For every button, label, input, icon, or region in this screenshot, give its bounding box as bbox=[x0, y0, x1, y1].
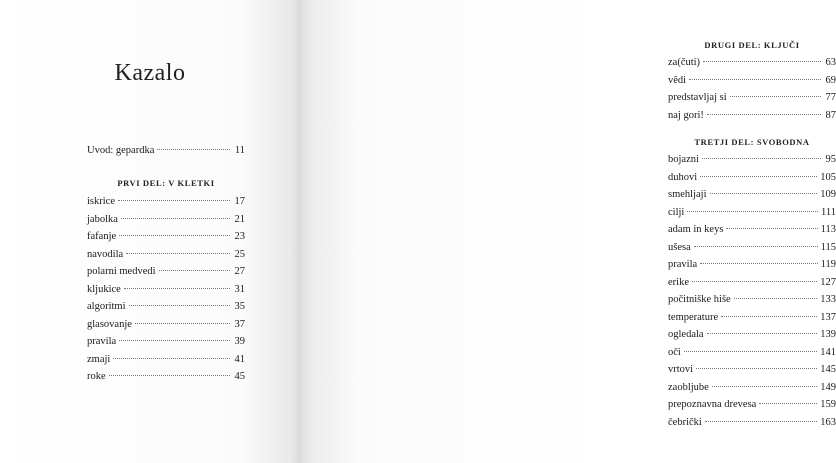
toc-entry bbox=[668, 239, 836, 257]
toc-entry bbox=[87, 298, 245, 316]
toc-entry-label: iskrice bbox=[87, 196, 115, 207]
toc-entry bbox=[668, 361, 836, 379]
toc-entry-label: za(čuti) bbox=[668, 57, 701, 68]
dot-leader bbox=[707, 114, 821, 115]
toc-entry-label: kljukice bbox=[87, 283, 121, 295]
dot-leader bbox=[700, 263, 817, 264]
toc-entry bbox=[87, 351, 245, 369]
toc-entry-page: 77 bbox=[825, 92, 836, 103]
toc-entry-page: 23 bbox=[234, 231, 245, 242]
toc-entry bbox=[668, 274, 836, 292]
toc-entry-page: 41 bbox=[234, 353, 245, 365]
section-heading-part3: TRETJI DEL: SVOBODNA bbox=[694, 137, 810, 147]
dot-leader bbox=[702, 158, 821, 159]
toc-entry-page: 139 bbox=[820, 329, 836, 340]
dot-leader bbox=[687, 211, 818, 212]
dot-leader bbox=[703, 61, 821, 62]
dot-leader bbox=[124, 288, 230, 289]
dot-leader bbox=[726, 228, 817, 229]
toc-entry-page: 69 bbox=[825, 74, 836, 86]
toc-entry bbox=[668, 54, 836, 72]
toc-entry-label: vrtovi bbox=[668, 364, 694, 375]
toc-entry bbox=[668, 107, 836, 125]
dot-leader bbox=[157, 149, 230, 150]
toc-entry bbox=[668, 221, 836, 239]
toc-entry-label: naj gori! bbox=[668, 109, 704, 121]
dot-leader bbox=[700, 176, 817, 177]
toc-entry-label: erike bbox=[668, 276, 689, 288]
toc-entry-page: 145 bbox=[820, 364, 836, 375]
toc-entry-page: 111 bbox=[821, 206, 836, 218]
toc-entry-page: 149 bbox=[820, 381, 836, 393]
toc-entry-page: 35 bbox=[234, 301, 245, 312]
left-page bbox=[0, 0, 300, 463]
dot-leader bbox=[712, 386, 817, 387]
dot-leader bbox=[126, 253, 230, 254]
toc-entry bbox=[668, 204, 836, 222]
toc-entry-page: 133 bbox=[820, 294, 836, 305]
dot-leader bbox=[710, 193, 818, 194]
dot-leader bbox=[129, 305, 231, 306]
toc-entry bbox=[668, 72, 836, 90]
toc-entry-label: algoritmi bbox=[87, 301, 126, 312]
toc-entry bbox=[668, 326, 836, 344]
toc-entry-label: ogledala bbox=[668, 329, 704, 340]
toc-entry bbox=[87, 193, 245, 211]
toc-entry-label: prepoznavna drevesa bbox=[668, 399, 757, 410]
dot-leader bbox=[705, 421, 817, 422]
toc-entry-label: čebrički bbox=[668, 416, 702, 428]
dot-leader bbox=[159, 270, 230, 271]
dot-leader bbox=[721, 316, 817, 317]
dot-leader bbox=[694, 246, 818, 247]
dot-leader bbox=[696, 368, 817, 369]
toc-entry bbox=[668, 89, 836, 107]
toc-entry-label: zmaji bbox=[87, 353, 111, 365]
toc-entry-page: 17 bbox=[234, 196, 245, 207]
toc-entry-page: 25 bbox=[234, 248, 245, 260]
toc-entry-page: 27 bbox=[234, 266, 245, 277]
toc-entry-label: pravila bbox=[668, 259, 698, 270]
toc-entry bbox=[668, 291, 836, 309]
toc-entry-label: vêdi bbox=[668, 74, 687, 86]
section-heading-part2: DRUGI DEL: KLJUČI bbox=[704, 40, 800, 50]
toc-entry-label: navodila bbox=[87, 248, 124, 260]
toc-entry bbox=[668, 309, 836, 327]
dot-leader bbox=[734, 298, 818, 299]
toc-entry-label: cilji bbox=[668, 206, 685, 218]
toc-entry-page: 63 bbox=[825, 57, 836, 68]
dot-leader bbox=[707, 333, 818, 334]
toc-entry-label: zaobljube bbox=[668, 381, 709, 393]
toc-entry-label: polarni medvedi bbox=[87, 266, 156, 277]
toc-entry-page: 21 bbox=[234, 213, 245, 225]
toc-entry bbox=[668, 151, 836, 169]
toc-entry-label: predstavljaj si bbox=[668, 92, 727, 103]
toc-entry bbox=[668, 344, 836, 362]
toc-entry-page: 119 bbox=[820, 259, 836, 270]
toc-entry-page: 163 bbox=[820, 416, 836, 428]
toc-entry-page: 137 bbox=[820, 311, 836, 323]
dot-leader bbox=[759, 403, 817, 404]
toc-entry-page: 105 bbox=[820, 171, 836, 183]
toc-entry-page: 159 bbox=[820, 399, 836, 410]
toc-entry bbox=[87, 281, 245, 299]
toc-entry-page: 109 bbox=[820, 189, 836, 200]
toc-list-part2 bbox=[668, 54, 836, 124]
dot-leader bbox=[119, 340, 230, 341]
page-title: Kazalo bbox=[114, 60, 186, 86]
toc-entry-page: 39 bbox=[234, 336, 245, 347]
toc-list-part1 bbox=[87, 193, 245, 386]
toc-entry-page: 115 bbox=[820, 241, 836, 253]
toc-entry-page: 95 bbox=[825, 154, 836, 165]
dot-leader bbox=[118, 200, 230, 201]
toc-entry bbox=[87, 211, 245, 229]
toc-entry-page: 31 bbox=[234, 283, 245, 295]
dot-leader bbox=[121, 218, 230, 219]
toc-entry-label: glasovanje bbox=[87, 318, 132, 330]
right-page bbox=[300, 0, 836, 463]
toc-entry bbox=[668, 396, 836, 414]
section-heading-part1: PRVI DEL: V KLETKI bbox=[117, 178, 215, 188]
toc-entry bbox=[87, 263, 245, 281]
toc-entry-label: temperature bbox=[668, 311, 719, 323]
toc-entry-page: 127 bbox=[820, 276, 836, 288]
toc-entry-label: Uvod: gepardka bbox=[87, 145, 155, 156]
toc-entry bbox=[668, 256, 836, 274]
toc-entry-label: fafanje bbox=[87, 231, 117, 242]
toc-entry-label: jabolka bbox=[87, 213, 118, 225]
toc-entry-page: 37 bbox=[234, 318, 245, 330]
toc-entry-intro bbox=[87, 145, 245, 163]
toc-entry-label: oči bbox=[668, 346, 681, 358]
toc-entry-label: adam in keys bbox=[668, 224, 724, 235]
toc-entry-label: smehljaji bbox=[668, 189, 707, 200]
dot-leader bbox=[119, 235, 230, 236]
toc-entry bbox=[87, 368, 245, 386]
dot-leader bbox=[109, 375, 230, 376]
toc-entry-label: pravila bbox=[87, 336, 117, 347]
toc-entry bbox=[668, 379, 836, 397]
toc-entry bbox=[87, 228, 245, 246]
dot-leader bbox=[113, 358, 230, 359]
toc-entry-label: počitniške hiše bbox=[668, 294, 731, 305]
toc-entry-label: ušesa bbox=[668, 241, 691, 253]
toc-entry bbox=[87, 333, 245, 351]
dot-leader bbox=[689, 79, 821, 80]
toc-list-part3 bbox=[668, 151, 836, 431]
toc-entry-page: 45 bbox=[234, 371, 245, 382]
toc-entry bbox=[668, 414, 836, 432]
toc-entry bbox=[668, 169, 836, 187]
toc-entry bbox=[668, 186, 836, 204]
toc-entry-page: 141 bbox=[820, 346, 836, 358]
toc-entry-label: roke bbox=[87, 371, 106, 382]
toc-entry-label: bojazni bbox=[668, 154, 699, 165]
dot-leader bbox=[135, 323, 230, 324]
dot-leader bbox=[692, 281, 817, 282]
toc-entry-page: 87 bbox=[825, 109, 836, 121]
dot-leader bbox=[684, 351, 817, 352]
toc-entry-label: duhovi bbox=[668, 171, 698, 183]
dot-leader bbox=[730, 96, 821, 97]
toc-entry bbox=[87, 246, 245, 264]
toc-entry-page: 113 bbox=[820, 224, 836, 235]
toc-entry bbox=[87, 316, 245, 334]
toc-entry-page: 11 bbox=[234, 145, 245, 156]
